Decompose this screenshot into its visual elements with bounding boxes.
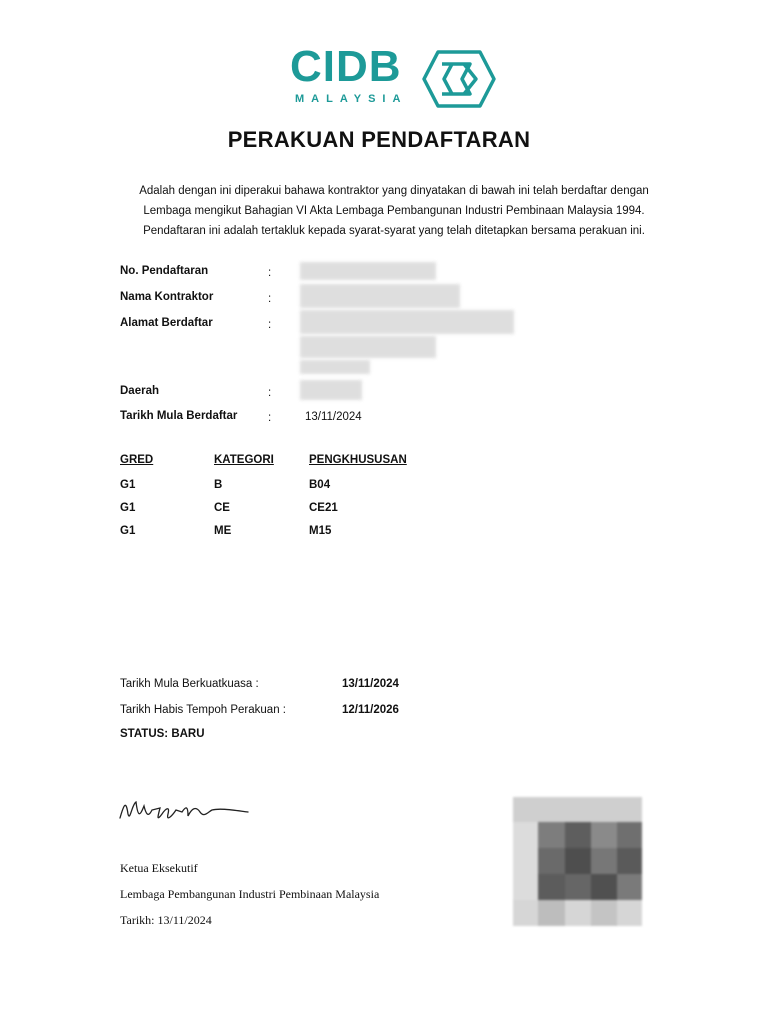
grade-cell: G1 — [120, 479, 136, 491]
intro-paragraph — [100, 181, 688, 241]
signatory-position: Ketua Eksekutif — [120, 861, 198, 875]
signature — [116, 792, 256, 828]
colon: : — [268, 267, 272, 279]
header-pengkhususan: PENGKHUSUSAN — [309, 454, 407, 466]
grade-cell: G1 — [120, 525, 136, 537]
registration-start-date: 13/11/2024 — [305, 411, 362, 423]
redacted-district — [300, 380, 362, 400]
logo-subtitle: MALAYSIA — [295, 93, 408, 105]
label-nama-kontraktor: Nama Kontraktor — [120, 291, 214, 303]
colon: : — [268, 293, 272, 305]
header-kategori: KATEGORI — [214, 454, 274, 466]
category-cell: B — [214, 479, 223, 491]
redacted-address — [300, 336, 436, 358]
label-alamat-berdaftar: Alamat Berdaftar — [120, 317, 213, 329]
colon: : — [268, 387, 272, 399]
grade-cell: G1 — [120, 502, 136, 514]
signature-date: Tarikh: 13/11/2024 — [120, 913, 212, 927]
label-daerah: Daerah — [120, 385, 159, 397]
intro-line: Lembaga mengikut Bahagian VI Akta Lembaga Pembangunan Industri Pembinaan Malaysia 1994. — [143, 205, 645, 217]
intro-line: Pendaftaran ini adalah tertakluk kepada syarat-syarat yang telah ditetapkan bersama perakuan ini. — [143, 225, 645, 237]
intro-line: Adalah dengan ini diperakui bahawa kontraktor yang dinyatakan di bawah ini telah berdaftar dengan — [139, 185, 649, 197]
status-text: STATUS: BARU — [120, 728, 205, 740]
redacted-address — [300, 310, 514, 334]
signatory-organisation: Lembaga Pembangunan Industri Pembinaan Malaysia — [120, 887, 380, 901]
logo-wordmark: CIDB — [290, 42, 402, 91]
category-cell: CE — [214, 502, 230, 514]
cidb-hexagon-icon — [418, 50, 496, 108]
specialisation-cell: CE21 — [309, 502, 338, 514]
redacted-contractor-name — [300, 284, 460, 308]
effective-start-date: 13/11/2024 — [342, 678, 399, 690]
header-gred: GRED — [120, 454, 154, 466]
colon: : — [268, 412, 272, 424]
category-cell: ME — [214, 525, 232, 537]
colon: : — [268, 319, 272, 331]
specialisation-cell: B04 — [309, 479, 331, 491]
specialisation-cell: M15 — [309, 525, 332, 537]
certificate-title: PERAKUAN PENDAFTARAN — [227, 127, 531, 152]
expiry-date: 12/11/2026 — [342, 704, 399, 716]
label-effective-start: Tarikh Mula Berkuatkuasa : — [120, 678, 259, 690]
redacted-address — [300, 360, 370, 374]
redacted-registration-number — [300, 262, 436, 280]
qr-code — [513, 797, 642, 926]
label-expiry: Tarikh Habis Tempoh Perakuan : — [120, 704, 286, 716]
cidb-logo — [290, 42, 500, 108]
label-tarikh-mula-berdaftar: Tarikh Mula Berdaftar — [120, 410, 238, 422]
label-no-pendaftaran: No. Pendaftaran — [120, 265, 209, 277]
